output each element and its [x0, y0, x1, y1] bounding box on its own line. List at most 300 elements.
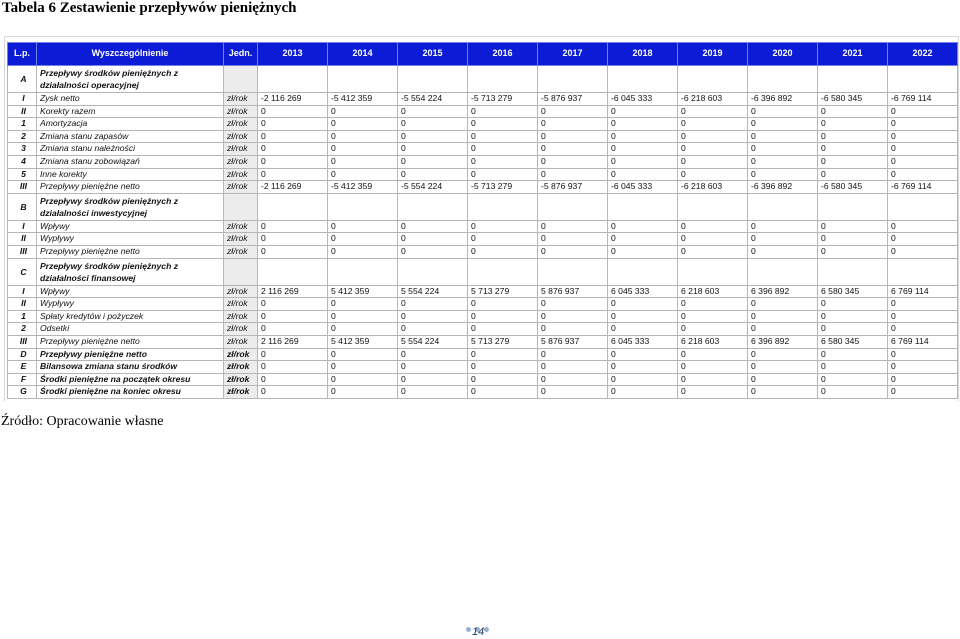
value-cell: 0	[398, 143, 468, 156]
value-cell: 0	[678, 233, 748, 246]
value-cell: 0	[888, 220, 958, 233]
value-cell: 0	[328, 220, 398, 233]
row-lp: A	[8, 66, 37, 93]
value-cell: 0	[608, 130, 678, 143]
row-unit: zł/rok	[224, 220, 258, 233]
table-row	[8, 323, 958, 336]
value-cell: 0	[398, 105, 468, 118]
value-cell: 0	[888, 373, 958, 386]
table-row	[8, 155, 958, 168]
value-cell	[468, 66, 538, 93]
value-cell: 0	[258, 143, 328, 156]
col-header-year: 2020	[748, 43, 818, 66]
col-header-year: 2019	[678, 43, 748, 66]
col-header-unit: Jedn.	[224, 43, 258, 66]
value-cell: -5 412 359	[328, 93, 398, 106]
value-cell: 0	[258, 155, 328, 168]
row-description: Zysk netto	[37, 93, 224, 106]
row-description: Przepływy środków pieniężnych z działalności inwestycyjnej	[37, 193, 224, 220]
value-cell: 6 396 892	[748, 285, 818, 298]
value-cell: 6 769 114	[888, 335, 958, 348]
value-cell: 0	[468, 323, 538, 336]
value-cell: 0	[538, 361, 608, 374]
row-lp: I	[8, 93, 37, 106]
value-cell: 0	[608, 118, 678, 131]
value-cell: 0	[258, 168, 328, 181]
table-row	[8, 130, 958, 143]
value-cell: 0	[398, 155, 468, 168]
row-unit: zł/rok	[224, 181, 258, 194]
value-cell: 0	[328, 105, 398, 118]
row-description: Bilansowa zmiana stanu środków	[37, 361, 224, 374]
value-cell: 0	[398, 245, 468, 258]
row-lp: F	[8, 373, 37, 386]
value-cell: 0	[258, 361, 328, 374]
table-row	[8, 168, 958, 181]
value-cell: 0	[888, 143, 958, 156]
row-lp: I	[8, 285, 37, 298]
value-cell: 0	[468, 361, 538, 374]
col-header-description: Wyszczególnienie	[37, 43, 224, 66]
value-cell	[538, 66, 608, 93]
value-cell: 0	[678, 130, 748, 143]
table-row	[8, 118, 958, 131]
row-unit: zł/rok	[224, 361, 258, 374]
value-cell	[678, 258, 748, 285]
value-cell: 0	[258, 373, 328, 386]
row-description: Wypływy	[37, 298, 224, 311]
row-lp: E	[8, 361, 37, 374]
value-cell: 0	[398, 168, 468, 181]
value-cell: 0	[538, 130, 608, 143]
row-lp: G	[8, 386, 37, 399]
table-row	[8, 361, 958, 374]
value-cell: 0	[258, 310, 328, 323]
value-cell: 0	[258, 105, 328, 118]
value-cell: 0	[328, 386, 398, 399]
table-row	[8, 335, 958, 348]
row-unit: zł/rok	[224, 386, 258, 399]
row-lp: III	[8, 245, 37, 258]
value-cell: 0	[748, 361, 818, 374]
value-cell: 0	[748, 105, 818, 118]
row-description: Inne korekty	[37, 168, 224, 181]
value-cell: 0	[258, 298, 328, 311]
value-cell: 0	[748, 220, 818, 233]
row-unit	[224, 258, 258, 285]
value-cell: 0	[818, 168, 888, 181]
value-cell: -6 580 345	[818, 93, 888, 106]
value-cell: -5 876 937	[538, 93, 608, 106]
value-cell: 6 580 345	[818, 335, 888, 348]
table-row	[8, 233, 958, 246]
value-cell: -5 713 279	[468, 181, 538, 194]
value-cell: 0	[608, 386, 678, 399]
value-cell: 0	[398, 220, 468, 233]
value-cell: -5 876 937	[538, 181, 608, 194]
row-unit: zł/rok	[224, 130, 258, 143]
value-cell: 0	[748, 118, 818, 131]
row-lp: 3	[8, 143, 37, 156]
value-cell	[258, 66, 328, 93]
value-cell	[608, 258, 678, 285]
value-cell: 0	[748, 348, 818, 361]
value-cell: 0	[398, 130, 468, 143]
value-cell: 0	[608, 233, 678, 246]
value-cell: 0	[258, 245, 328, 258]
value-cell: 0	[468, 130, 538, 143]
value-cell: 0	[818, 220, 888, 233]
value-cell: 0	[608, 220, 678, 233]
row-lp: II	[8, 105, 37, 118]
value-cell: 0	[888, 361, 958, 374]
value-cell: 0	[468, 220, 538, 233]
value-cell: 0	[328, 348, 398, 361]
col-header-year: 2017	[538, 43, 608, 66]
value-cell: 0	[748, 143, 818, 156]
value-cell: 2 116 269	[258, 285, 328, 298]
table-body	[8, 66, 958, 399]
value-cell	[608, 193, 678, 220]
page-number: 14	[472, 626, 485, 638]
value-cell: 0	[468, 168, 538, 181]
value-cell: 5 713 279	[468, 285, 538, 298]
table-row	[8, 310, 958, 323]
value-cell: 0	[398, 310, 468, 323]
value-cell: 0	[888, 348, 958, 361]
col-header-year: 2021	[818, 43, 888, 66]
table-section-row	[8, 193, 958, 220]
value-cell: -5 713 279	[468, 93, 538, 106]
value-cell: 0	[468, 233, 538, 246]
value-cell: 0	[748, 373, 818, 386]
row-description: Wpływy	[37, 220, 224, 233]
value-cell: 0	[468, 298, 538, 311]
value-cell	[538, 258, 608, 285]
row-lp: C	[8, 258, 37, 285]
value-cell: 0	[538, 245, 608, 258]
value-cell: -6 218 603	[678, 181, 748, 194]
value-cell	[468, 258, 538, 285]
row-lp: 4	[8, 155, 37, 168]
value-cell: 0	[818, 386, 888, 399]
value-cell: 0	[468, 348, 538, 361]
row-description: Wpływy	[37, 285, 224, 298]
source-note: Źródło: Opracowanie własne	[1, 414, 164, 429]
value-cell: 0	[258, 323, 328, 336]
row-unit	[224, 66, 258, 93]
value-cell: 0	[608, 105, 678, 118]
value-cell	[398, 258, 468, 285]
row-description: Spłaty kredytów i pożyczek	[37, 310, 224, 323]
value-cell: 0	[678, 245, 748, 258]
value-cell	[328, 66, 398, 93]
value-cell: 0	[818, 310, 888, 323]
value-cell: 5 554 224	[398, 335, 468, 348]
row-lp: B	[8, 193, 37, 220]
table-row	[8, 298, 958, 311]
value-cell: 0	[258, 118, 328, 131]
value-cell: 6 218 603	[678, 285, 748, 298]
value-cell: -5 554 224	[398, 93, 468, 106]
table-row	[8, 348, 958, 361]
value-cell: 0	[748, 245, 818, 258]
row-unit: zł/rok	[224, 373, 258, 386]
value-cell: 0	[748, 323, 818, 336]
value-cell: 5 412 359	[328, 285, 398, 298]
table-row	[8, 93, 958, 106]
table-row	[8, 386, 958, 399]
value-cell: 0	[538, 323, 608, 336]
value-cell: 0	[468, 105, 538, 118]
value-cell: -6 580 345	[818, 181, 888, 194]
value-cell: 0	[538, 143, 608, 156]
row-description: Przepływy środków pieniężnych z działalności operacyjnej	[37, 66, 224, 93]
value-cell: 0	[538, 105, 608, 118]
value-cell: 0	[608, 168, 678, 181]
row-lp: 1	[8, 310, 37, 323]
value-cell: 5 412 359	[328, 335, 398, 348]
value-cell: 0	[748, 298, 818, 311]
value-cell	[888, 66, 958, 93]
row-lp: III	[8, 335, 37, 348]
value-cell: -2 116 269	[258, 93, 328, 106]
row-unit: zł/rok	[224, 118, 258, 131]
row-description: Przepływy pieniężne netto	[37, 245, 224, 258]
value-cell: -6 769 114	[888, 181, 958, 194]
value-cell: 6 396 892	[748, 335, 818, 348]
row-lp: III	[8, 181, 37, 194]
value-cell: 0	[608, 298, 678, 311]
value-cell: 0	[468, 310, 538, 323]
col-header-lp: L.p.	[8, 43, 37, 66]
value-cell: 0	[818, 130, 888, 143]
row-description: Przepływy pieniężne netto	[37, 348, 224, 361]
cash-flow-table	[7, 42, 958, 399]
col-header-year: 2018	[608, 43, 678, 66]
value-cell: 0	[818, 105, 888, 118]
value-cell: 0	[538, 233, 608, 246]
value-cell: 0	[468, 143, 538, 156]
value-cell: 0	[258, 130, 328, 143]
value-cell: 0	[678, 168, 748, 181]
table-row	[8, 373, 958, 386]
value-cell: 0	[678, 155, 748, 168]
row-unit: zł/rok	[224, 348, 258, 361]
value-cell: 0	[888, 323, 958, 336]
value-cell: 0	[678, 310, 748, 323]
row-unit: zł/rok	[224, 298, 258, 311]
value-cell: 0	[678, 220, 748, 233]
col-header-year: 2014	[328, 43, 398, 66]
row-description: Środki pieniężne na początek okresu	[37, 373, 224, 386]
value-cell: -6 045 333	[608, 93, 678, 106]
value-cell: 0	[608, 323, 678, 336]
value-cell: 0	[398, 386, 468, 399]
value-cell: 0	[258, 233, 328, 246]
row-lp: 5	[8, 168, 37, 181]
row-unit: zł/rok	[224, 335, 258, 348]
row-description: Przepływy pieniężne netto	[37, 335, 224, 348]
value-cell: 0	[328, 233, 398, 246]
row-unit	[224, 193, 258, 220]
col-header-year: 2013	[258, 43, 328, 66]
row-unit: zł/rok	[224, 155, 258, 168]
value-cell: 5 713 279	[468, 335, 538, 348]
row-lp: D	[8, 348, 37, 361]
value-cell: 0	[328, 361, 398, 374]
value-cell: 0	[328, 298, 398, 311]
value-cell: 0	[398, 348, 468, 361]
value-cell: 0	[818, 245, 888, 258]
value-cell: 0	[818, 118, 888, 131]
row-description: Korekty razem	[37, 105, 224, 118]
value-cell: 0	[888, 130, 958, 143]
row-lp: II	[8, 298, 37, 311]
value-cell: 0	[538, 168, 608, 181]
table-row	[8, 143, 958, 156]
value-cell: 0	[608, 348, 678, 361]
value-cell: 0	[678, 118, 748, 131]
table-section-row	[8, 66, 958, 93]
value-cell: 0	[888, 233, 958, 246]
value-cell	[818, 66, 888, 93]
value-cell: 0	[818, 233, 888, 246]
value-cell: 0	[258, 348, 328, 361]
value-cell: 0	[608, 373, 678, 386]
value-cell: 0	[818, 361, 888, 374]
value-cell: 0	[538, 310, 608, 323]
col-header-year: 2015	[398, 43, 468, 66]
row-description: Zmiana stanu zapasów	[37, 130, 224, 143]
value-cell: 0	[888, 298, 958, 311]
value-cell: 0	[888, 118, 958, 131]
value-cell: 0	[468, 155, 538, 168]
value-cell: 0	[678, 298, 748, 311]
value-cell: 0	[608, 361, 678, 374]
value-cell: 0	[608, 310, 678, 323]
value-cell: 0	[678, 348, 748, 361]
col-header-year: 2016	[468, 43, 538, 66]
value-cell: 0	[328, 118, 398, 131]
value-cell: 6 218 603	[678, 335, 748, 348]
value-cell: 0	[258, 386, 328, 399]
value-cell: 0	[888, 168, 958, 181]
row-unit: zł/rok	[224, 143, 258, 156]
value-cell	[538, 193, 608, 220]
value-cell	[748, 258, 818, 285]
row-unit: zł/rok	[224, 323, 258, 336]
row-unit: zł/rok	[224, 245, 258, 258]
value-cell: 0	[818, 373, 888, 386]
table-row	[8, 220, 958, 233]
value-cell	[748, 193, 818, 220]
value-cell: 0	[538, 386, 608, 399]
row-unit: zł/rok	[224, 310, 258, 323]
value-cell: 0	[678, 143, 748, 156]
value-cell: 0	[328, 245, 398, 258]
value-cell: 0	[328, 168, 398, 181]
value-cell: 0	[888, 386, 958, 399]
value-cell: 0	[538, 348, 608, 361]
value-cell: 5 554 224	[398, 285, 468, 298]
value-cell: 0	[398, 233, 468, 246]
value-cell: 0	[678, 105, 748, 118]
value-cell	[818, 193, 888, 220]
value-cell	[328, 258, 398, 285]
value-cell	[398, 193, 468, 220]
row-lp: II	[8, 233, 37, 246]
value-cell: 0	[818, 323, 888, 336]
value-cell: 6 769 114	[888, 285, 958, 298]
value-cell: 0	[398, 361, 468, 374]
row-unit: zł/rok	[224, 93, 258, 106]
value-cell	[328, 193, 398, 220]
value-cell: 0	[538, 298, 608, 311]
value-cell: 0	[328, 143, 398, 156]
value-cell: -5 554 224	[398, 181, 468, 194]
table-row	[8, 285, 958, 298]
value-cell: 0	[678, 323, 748, 336]
value-cell: -5 412 359	[328, 181, 398, 194]
value-cell: 0	[748, 130, 818, 143]
value-cell: 0	[328, 373, 398, 386]
value-cell: 0	[398, 298, 468, 311]
value-cell	[258, 258, 328, 285]
table-header-row	[8, 43, 958, 66]
row-description: Przepływy pieniężne netto	[37, 181, 224, 194]
value-cell: 0	[818, 348, 888, 361]
value-cell: 0	[328, 310, 398, 323]
value-cell	[468, 193, 538, 220]
value-cell: -2 116 269	[258, 181, 328, 194]
value-cell: -6 396 892	[748, 93, 818, 106]
value-cell	[678, 193, 748, 220]
value-cell	[678, 66, 748, 93]
value-cell: 0	[678, 373, 748, 386]
value-cell: 0	[748, 155, 818, 168]
row-description: Przepływy środków pieniężnych z działalności finansowej	[37, 258, 224, 285]
row-unit: zł/rok	[224, 233, 258, 246]
value-cell: 0	[538, 118, 608, 131]
value-cell: 6 045 333	[608, 285, 678, 298]
row-description: Zmiana stanu należności	[37, 143, 224, 156]
row-description: Odsetki	[37, 323, 224, 336]
row-description: Środki pieniężne na koniec okresu	[37, 386, 224, 399]
table-row	[8, 105, 958, 118]
value-cell: -6 045 333	[608, 181, 678, 194]
value-cell	[258, 193, 328, 220]
value-cell: 5 876 937	[538, 335, 608, 348]
value-cell: 0	[608, 155, 678, 168]
row-lp: 2	[8, 130, 37, 143]
table-section-row	[8, 258, 958, 285]
value-cell: 0	[678, 361, 748, 374]
value-cell	[748, 66, 818, 93]
row-unit: zł/rok	[224, 105, 258, 118]
value-cell: 5 876 937	[538, 285, 608, 298]
value-cell: 0	[888, 310, 958, 323]
value-cell: 0	[398, 323, 468, 336]
value-cell: 0	[818, 143, 888, 156]
value-cell	[608, 66, 678, 93]
value-cell: 0	[538, 220, 608, 233]
value-cell: 0	[748, 233, 818, 246]
value-cell	[818, 258, 888, 285]
value-cell: 0	[468, 245, 538, 258]
table-row	[8, 181, 958, 194]
value-cell: 0	[398, 373, 468, 386]
